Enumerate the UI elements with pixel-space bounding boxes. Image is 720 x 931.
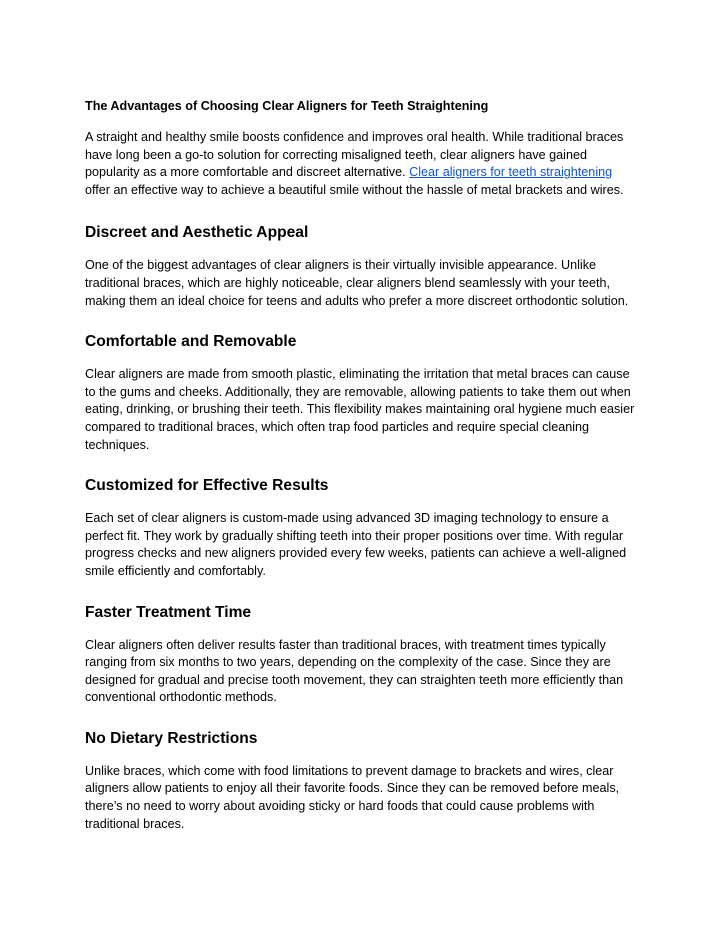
section-body: One of the biggest advantages of clear aligners is their virtually invisible appearance. Unlike traditional braces, which are highly noticeable, clear aligners blend seamlessly with your teeth, making them an ideal choice for teens and adults who prefer a more discreet orthodontic solution. (85, 258, 629, 308)
clear-aligners-link[interactable]: Clear aligners for teeth straightening (409, 165, 613, 180)
section-heading: Comfortable and Removable (85, 333, 297, 351)
section-body: Unlike braces, which come with food limitations to prevent damage to brackets and wires, clear aligners allow patients to enjoy all their favorite foods. Since they can be removed before meals, there’s no need to worry about avoiding sticky or hard foods that could cause problems with traditional braces. (85, 763, 620, 831)
document-page (85, 97, 637, 854)
section-heading: Discreet and Aesthetic Appeal (85, 224, 309, 242)
intro-paragraph (85, 129, 637, 199)
section-heading: Faster Treatment Time (85, 603, 252, 621)
intro-text-before-link: A straight and healthy smile boosts confidence and improves oral health. While traditional braces have long been a go-to solution for correcting misaligned teeth, clear aligners have gained popularity as a more comfortable and discreet alternative. (85, 130, 624, 180)
section-no-dietary-restrictions (85, 728, 637, 833)
section-customized-results (85, 475, 637, 580)
section-discreet-aesthetic (85, 222, 637, 310)
section-body: Each set of clear aligners is custom-made using advanced 3D imaging technology to ensure a perfect fit. They work by gradually shifting teeth into their proper positions over time. With regular progress checks and new aligners provided every few weeks, patients can achieve a well-aligned smile efficiently and comfortably. (85, 511, 627, 578)
intro-text-after-link: offer an effective way to achieve a beautiful smile without the hassle of metal brackets and wires. (85, 182, 624, 197)
document-title: The Advantages of Choosing Clear Aligners for Teeth Straightening (85, 99, 489, 113)
section-comfortable-removable (85, 331, 637, 454)
section-body: Clear aligners are made from smooth plastic, eliminating the irritation that metal braces can cause to the gums and cheeks. Additionally, they are removable, allowing patients to take them out when eating, drinking, or brushing their teeth. This flexibility makes maintaining oral hygiene much easier compared to traditional braces, which often trap food particles and require special cleaning techniques. (85, 367, 635, 452)
section-heading: Customized for Effective Results (85, 477, 329, 495)
section-faster-treatment (85, 602, 637, 707)
section-body: Clear aligners often deliver results faster than traditional braces, with treatment times typically ranging from six months to two years, depending on the complexity of the case. Since they are designed for gradual and precise tooth movement, they can straighten teeth more efficiently than conventional orthodontic methods. (85, 637, 624, 705)
section-heading: No Dietary Restrictions (85, 729, 258, 747)
